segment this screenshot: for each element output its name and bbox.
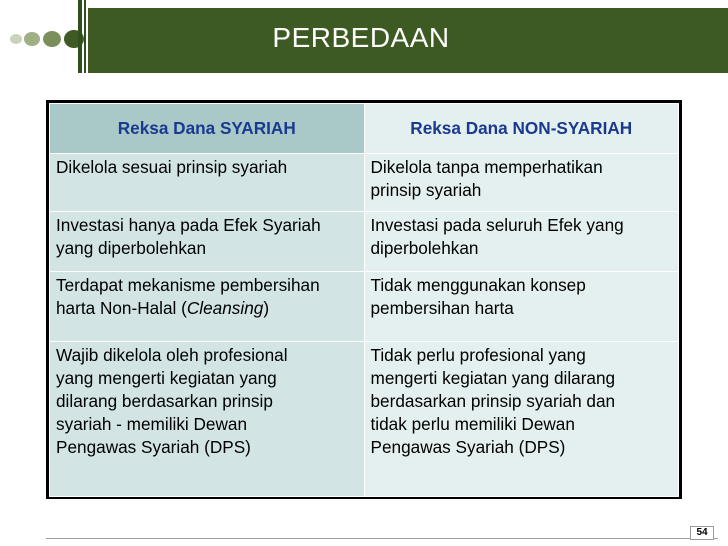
cell-line: prinsip syariah: [370, 180, 482, 200]
cell-syariah: [50, 154, 365, 212]
cell-line: Tidak menggunakan konsep: [370, 275, 586, 295]
divider: [78, 0, 82, 73]
dot-icon: [10, 34, 22, 44]
cell-line: diperbolehkan: [370, 238, 479, 258]
cell-line: tidak perlu memiliki Dewan: [370, 414, 575, 434]
header-syariah: Reksa Dana SYARIAH: [50, 104, 365, 154]
cell-line: Wajib dikelola oleh profesional: [56, 345, 288, 365]
cell-line: pembersihan harta: [370, 298, 514, 318]
divider: [84, 0, 86, 73]
cell-line: yang mengerti kegiatan yang: [56, 368, 277, 388]
cell-line: yang diperbolehkan: [56, 238, 207, 258]
cell-line: Dikelola tanpa memperhatikan: [370, 157, 603, 177]
cell-line: Investasi hanya pada Efek Syariah: [56, 215, 321, 235]
cell-line: Investasi pada seluruh Efek yang: [370, 215, 624, 235]
table-row: [50, 212, 679, 272]
cell-line: Dikelola sesuai prinsip syariah: [56, 157, 288, 177]
slide-title: PERBEDAAN: [272, 22, 450, 53]
cell-line: dilarang berdasarkan prinsip: [56, 391, 273, 411]
page-number: 54: [690, 526, 714, 540]
dot-icon: [43, 31, 61, 47]
table-row: [50, 154, 679, 212]
cell-non-syariah: [364, 272, 679, 342]
cell-syariah: [50, 212, 365, 272]
cell-line: Terdapat mekanisme pembersihan: [56, 275, 320, 295]
cell-line: Pengawas Syariah (DPS): [56, 437, 251, 457]
cell-line: syariah - memiliki Dewan: [56, 414, 248, 434]
cell-line: Tidak perlu profesional yang: [370, 345, 586, 365]
dot-icon: [24, 32, 40, 46]
footer-divider: [46, 538, 718, 539]
cell-line: berdasarkan prinsip syariah dan: [370, 391, 616, 411]
cell-line: mengerti kegiatan yang dilarang: [370, 368, 616, 388]
cell-syariah: [50, 272, 365, 342]
cell-line: [56, 297, 360, 320]
cell-text: ): [263, 298, 270, 318]
cell-syariah: [50, 342, 365, 497]
comparison-table: [46, 100, 682, 499]
cell-non-syariah: [364, 342, 679, 497]
table-row: [50, 272, 679, 342]
cell-italic-text: Cleansing: [186, 298, 264, 318]
cell-non-syariah: [364, 212, 679, 272]
header-non-syariah: Reksa Dana NON-SYARIAH: [364, 104, 679, 154]
table-row: [50, 342, 679, 497]
cell-non-syariah: [364, 154, 679, 212]
cell-text: harta Non-Halal (: [56, 298, 187, 318]
cell-line: Pengawas Syariah (DPS): [370, 437, 566, 457]
